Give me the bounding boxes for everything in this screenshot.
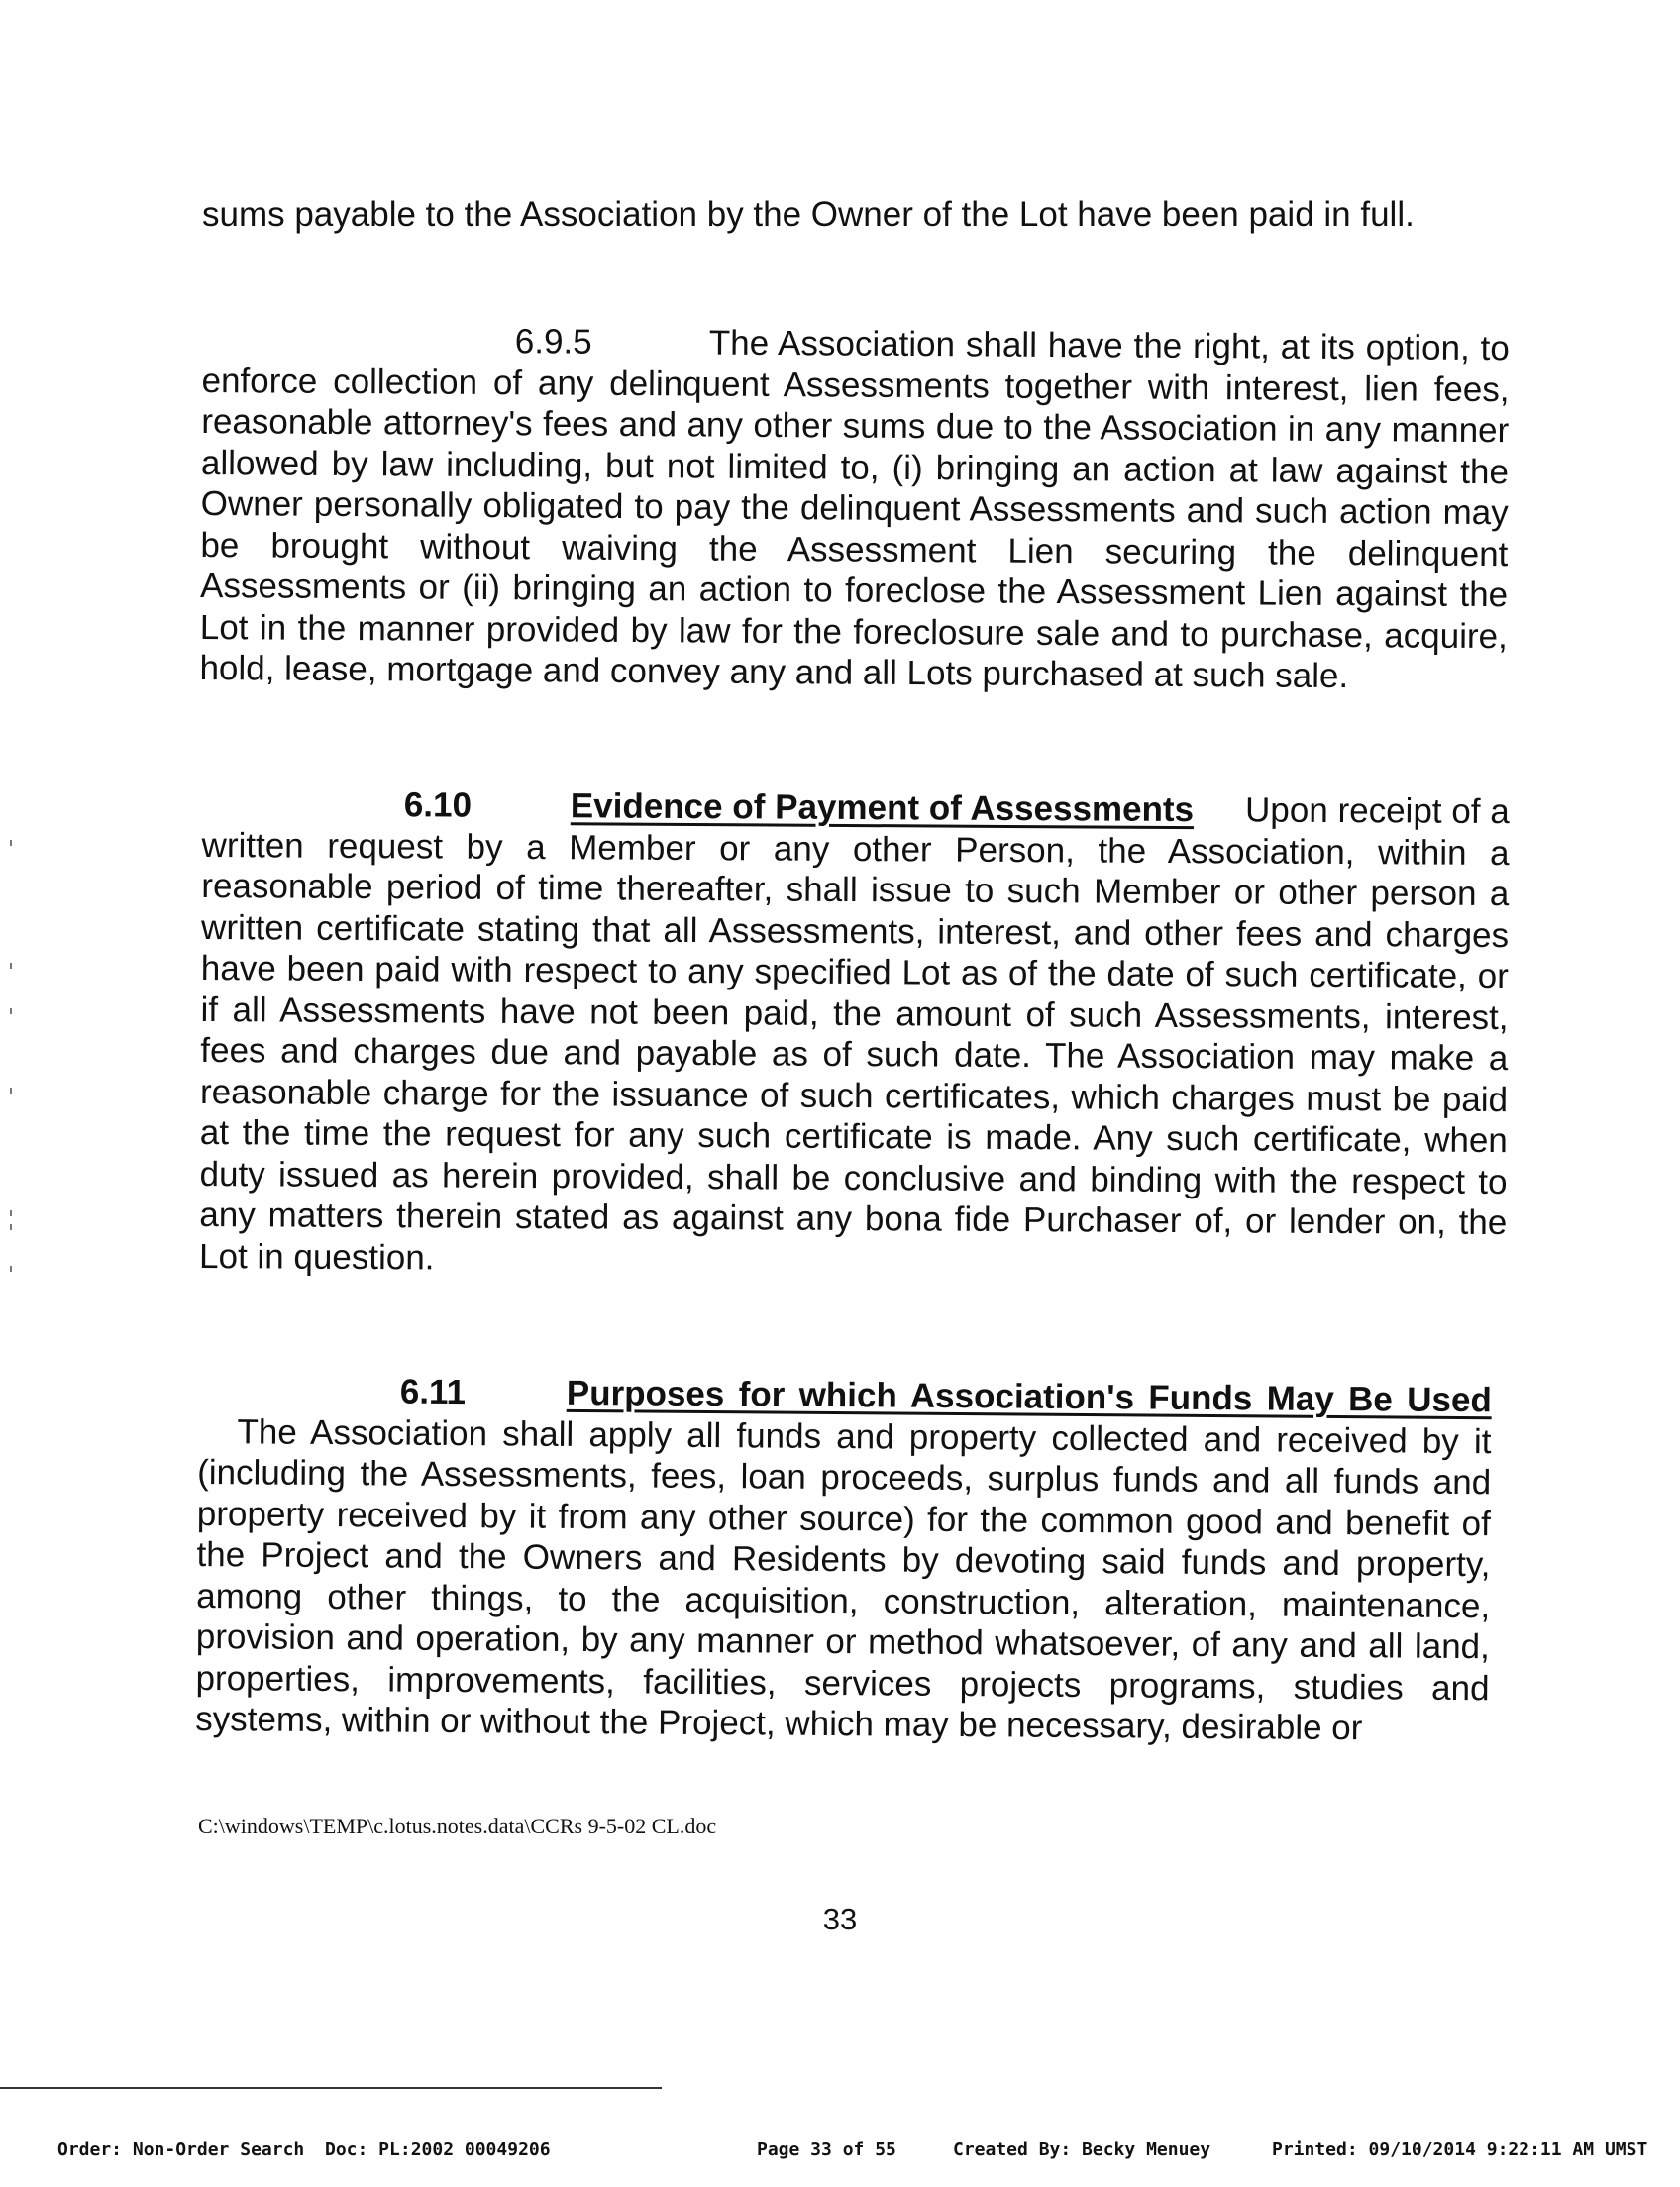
margin-mark [10,963,12,969]
section-text: The Association shall have the right, at its option, to enforce collection of any delinquent Assessments together with interest, lien fees, reasonable attorney's fees and any other sums due to the Association in any manner allowed by law including, but not limited to, (i) bringing an action at law against the Owner personally obligated to pay the delinquent Assessments and such action may be brought without waiving the Assessment Lien securing the delinquent Assessments or (ii) bringing an action to foreclose the Assessment Lien against the Lot in the manner provided by law for the foreclosure sale and to purchase, acquire, hold, lease, mortgage and convey any and all Lots purchased at such sale. [199,323,1510,696]
margin-mark [10,840,12,846]
margin-mark [10,1008,12,1014]
footer-created-by: Created By: Becky Menuey [953,2139,1211,2160]
margin-mark [10,1224,12,1230]
section-number: 6.9.5 [514,322,592,362]
footer-printed: Printed: 09/10/2014 9:22:11 AM UMST [1272,2139,1648,2160]
section-number: 6.10 [403,785,472,825]
section-6-9-5 [199,319,1510,698]
footer-divider [0,2087,662,2089]
section-heading: Purposes for which Association's Funds May Be Used [566,1373,1492,1420]
file-path: C:\windows\TEMP\c.lotus.notes.data\CCRs 9-5-02 CL.doc [198,1814,717,1838]
section-6-10 [199,783,1510,1285]
footer-doc: Doc: PL:2002 00049206 [325,2139,551,2160]
page-number: 33 [822,1902,858,1936]
section-number: 6.11 [399,1372,467,1412]
print-footer [57,2139,1680,2167]
paragraph-continuation: sums payable to the Association by the Owner of the Lot have been paid in full. [202,195,1415,234]
section-heading: Evidence of Payment of Assessments [570,786,1195,830]
footer-page: Page 33 of 55 [757,2139,896,2160]
section-text: The Association shall apply all funds and property collected and received by it (including the Assessments, fees, loan proceeds, surplus funds and all funds and property received by it from any other source) for the common good and benefit of the Project and the Owners and Residents by devoting said funds and property, among other things, to the acquisition, construction, alteration, maintenance, provision and operation, by any manner or method whatsoever, of any and all land, properties, improvements, facilities, services projects programs, studies and systems, within or without the Project, which may be necessary, desirable or [195,1411,1492,1748]
margin-mark [10,1088,12,1094]
footer-order: Order: Non-Order Search [57,2139,305,2160]
margin-mark [10,1210,12,1216]
section-6-11 [195,1370,1492,1750]
margin-mark [10,1266,12,1272]
section-text: Upon receipt of a written request by a Member or any other Person, the Association, within a reasonable period of time thereafter, shall issue to such Member or other person a written certificate stating that all Assessments, interest, and other fees and charges have been paid with respect to any specified Lot as of the date of such certificate, or if all Assessments have not been paid, the amount of such Assessments, interest, fees and charges due and payable as of such date. The Association may make a reasonable charge for the issuance of such certificates, which charges must be paid at the time the request for any such certificate is made. Any such certificate, when duty issued as herein provided, shall be conclusive and binding with the respect to any matters therein stated as against any bona fide Purchaser of, or lender on, the Lot in question. [198,790,1510,1277]
